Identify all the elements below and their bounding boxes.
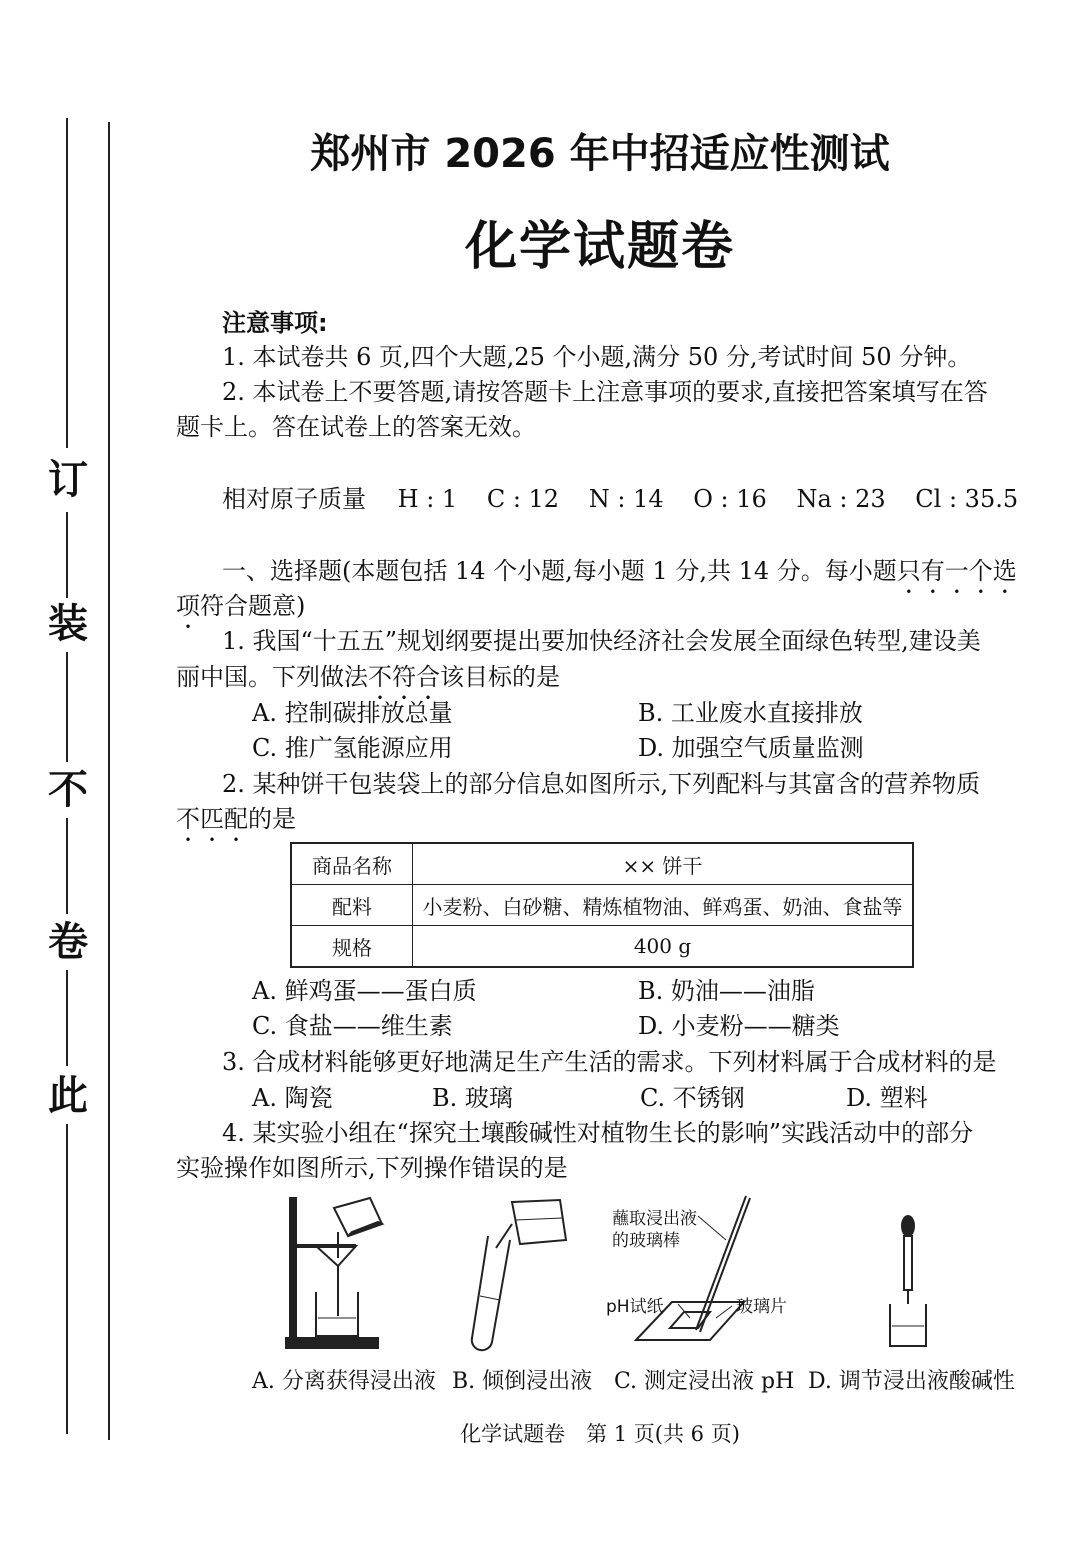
q1-emphasis: 不符合 xyxy=(368,663,440,691)
notes-heading: 注意事项: xyxy=(222,309,328,337)
page-footer: 化学试题卷 第 1 页(共 6 页) xyxy=(460,1422,740,1446)
q1-option: C. 推广氢能源应用 xyxy=(252,734,453,762)
seal-char: 不 xyxy=(48,767,88,813)
q2-option: A. 鲜鸡蛋——蛋白质 xyxy=(252,977,477,1005)
fig-label-rod: 蘸取浸出液 xyxy=(612,1209,697,1229)
q4-figure xyxy=(120,1188,1080,1360)
atomic-mass-value: H : 1 xyxy=(397,485,458,513)
q2-option: C. 食盐——维生素 xyxy=(252,1012,453,1040)
q2-stem-cont xyxy=(176,802,296,847)
q4-stem: 4. 某实验小组在“探究土壤酸碱性对植物生长的影响”实践活动中的部分 xyxy=(222,1119,974,1147)
seal-dash xyxy=(66,652,68,762)
q1-stem: 1. 我国“十五五”规划纲要提出要加快经济社会发展全面绿色转型,建设美 xyxy=(222,627,981,655)
pouring-test-tube-icon xyxy=(472,1200,566,1350)
q2-option: B. 奶油——油脂 xyxy=(638,977,815,1005)
q3-stem: 3. 合成材料能够更好地满足生产生活的需求。下列材料属于合成材料的是 xyxy=(222,1048,997,1076)
fig-label-ph-paper: pH试纸 xyxy=(606,1297,664,1317)
q2-option: D. 小麦粉——糖类 xyxy=(638,1012,840,1040)
notes-item-2: 2. 本试卷上不要答题,请按答题卡上注意事项的要求,直接把答案填写在答 xyxy=(222,378,988,406)
q2-emphasis: 不匹配 xyxy=(176,805,248,833)
fig-label-glass-plate: 玻璃片 xyxy=(736,1297,787,1317)
seal-char: 装 xyxy=(48,601,88,647)
table-value: ×× 饼干 xyxy=(413,843,914,885)
q4-option: D. 调节浸出液酸碱性 xyxy=(808,1369,1015,1394)
table-row xyxy=(291,885,913,926)
table-key: 规格 xyxy=(291,926,413,968)
q1-option: B. 工业废水直接排放 xyxy=(638,699,863,727)
atomic-mass-row xyxy=(222,482,1018,516)
section-heading-emphasis: 只有一个选 xyxy=(896,557,1017,585)
q1-text: 该目标的是 xyxy=(440,663,560,691)
atomic-mass-value: O : 16 xyxy=(693,485,767,513)
seal-char: 订 xyxy=(48,457,88,503)
q3-option: A. 陶瓷 xyxy=(252,1084,333,1112)
section-heading-emphasis: 项 xyxy=(176,592,200,620)
q1-option: A. 控制碳排放总量 xyxy=(252,699,453,727)
exam-title: 郑州市 2026 年中招适应性测试 xyxy=(310,131,890,177)
q4-option: B. 倾倒浸出液 xyxy=(452,1369,593,1394)
fig-label-rod: 的玻璃棒 xyxy=(612,1231,680,1251)
seal-dash xyxy=(66,970,68,1066)
dropper-beaker-icon xyxy=(890,1216,926,1346)
section-heading-text: 一、选择题(本题包括 14 个小题,每小题 1 分,共 14 分。每小题 xyxy=(222,557,897,585)
atomic-mass-label: 相对原子质量 xyxy=(222,485,366,513)
section-heading-text: 符合题意) xyxy=(200,592,306,620)
seal-dash xyxy=(66,818,68,914)
q2-stem: 2. 某种饼干包装袋上的部分信息如图所示,下列配料与其富含的营养物质 xyxy=(222,770,981,798)
binding-line xyxy=(108,122,110,1440)
notes-item-2-cont: 题卡上。答在试卷上的答案无效。 xyxy=(176,413,536,441)
table-value: 400 g xyxy=(413,926,914,968)
table-key: 商品名称 xyxy=(291,843,413,885)
q3-option: B. 玻璃 xyxy=(432,1084,513,1112)
q1-text: 丽中国。下列做法 xyxy=(176,663,368,691)
q2-text: 的是 xyxy=(248,805,296,833)
q1-option: D. 加强空气质量监测 xyxy=(638,734,864,762)
seal-dash xyxy=(66,1124,68,1434)
atomic-mass-value: C : 12 xyxy=(486,485,560,513)
q4-stem-cont: 实验操作如图所示,下列操作错误的是 xyxy=(176,1154,568,1182)
atomic-mass-value: Na : 23 xyxy=(796,485,886,513)
seal-dash xyxy=(66,512,68,598)
atomic-mass-value: Cl : 35.5 xyxy=(915,485,1019,513)
q4-option: C. 测定浸出液 pH xyxy=(614,1369,795,1394)
exam-subtitle: 化学试题卷 xyxy=(464,217,735,277)
q3-option: C. 不锈钢 xyxy=(640,1084,745,1112)
table-value: 小麦粉、白砂糖、精炼植物油、鲜鸡蛋、奶油、食盐等 xyxy=(413,885,914,926)
table-key: 配料 xyxy=(291,885,413,926)
q4-option: A. 分离获得浸出液 xyxy=(252,1369,436,1394)
filtration-apparatus-icon xyxy=(286,1198,382,1348)
seal-char: 此 xyxy=(48,1073,88,1119)
section-heading xyxy=(222,554,1017,599)
table-row xyxy=(291,843,913,885)
table-row xyxy=(291,926,913,968)
product-info-table xyxy=(290,842,914,968)
atomic-mass-value: N : 14 xyxy=(588,485,664,513)
notes-item-1: 1. 本试卷共 6 页,四个大题,25 个小题,满分 50 分,考试时间 50 分钟。 xyxy=(222,343,972,371)
seal-char: 卷 xyxy=(48,919,88,965)
q3-option: D. 塑料 xyxy=(846,1084,928,1112)
